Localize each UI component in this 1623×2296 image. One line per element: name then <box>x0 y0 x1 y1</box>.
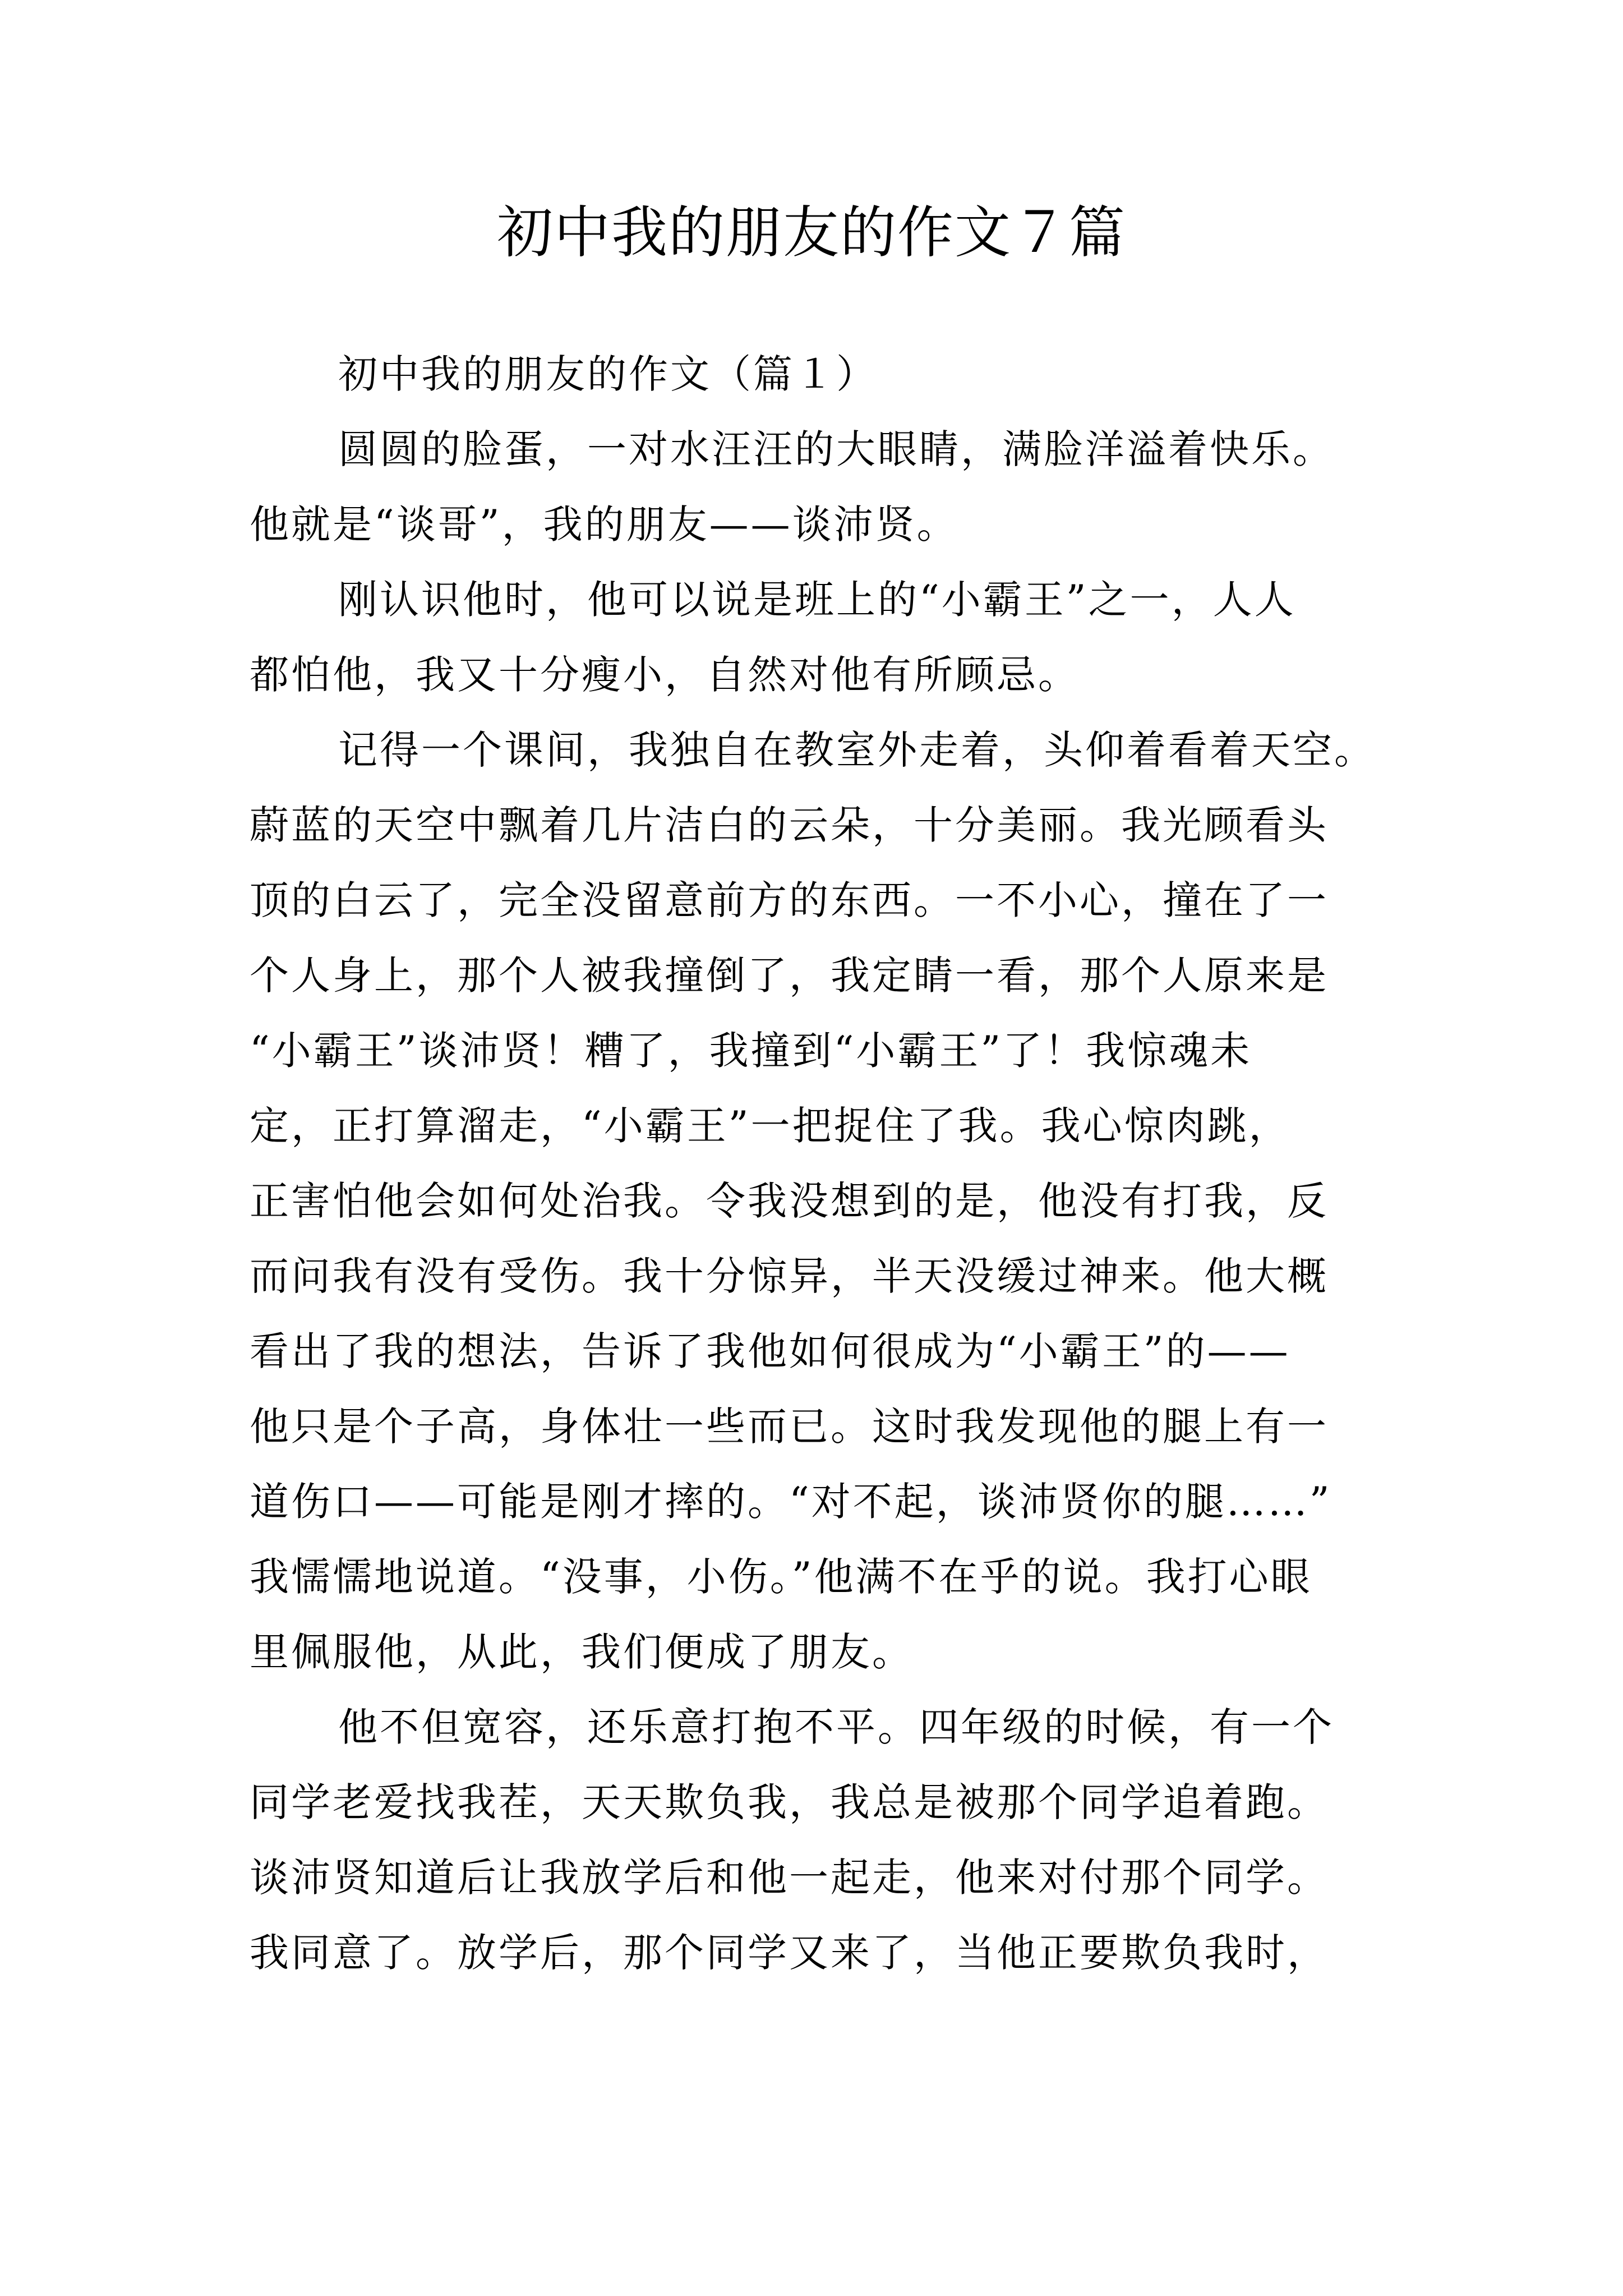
text-line: 圆圆的脸蛋，一对水汪汪的大眼睛，满脸洋溢着快乐。 <box>338 426 1334 472</box>
text-line: 看出了我的想法，告诉了我他如何很成为“小霸王”的—— <box>250 1328 1290 1374</box>
text-line: 都怕他，我又十分瘦小，自然对他有所顾忌。 <box>250 652 1080 698</box>
document-title: 初中我的朋友的作文７篇 <box>497 200 1126 265</box>
text-line: 刚认识他时，他可以说是班上的“小霸王”之一，人人 <box>338 577 1296 623</box>
text-line: 我懦懦地说道。“没事，小伤。”他满不在乎的说。我打心眼 <box>250 1554 1312 1600</box>
text-line: 谈沛贤知道后让我放学后和他一起走，他来对付那个同学。 <box>250 1855 1329 1901</box>
text-line: 个人身上，那个人被我撞倒了，我定睛一看，那个人原来是 <box>250 953 1329 999</box>
text-line: 他只是个子高，身体壮一些而已。这时我发现他的腿上有一 <box>250 1404 1329 1450</box>
text-line: 顶的白云了，完全没留意前方的东西。一不小心，撞在了一 <box>250 877 1329 923</box>
text-line: “小霸王”谈沛贤！糟了，我撞到“小霸王”了！我惊魂未 <box>250 1028 1252 1074</box>
text-line: 他不但宽容，还乐意打抱不平。四年级的时候，有一个 <box>338 1704 1334 1750</box>
text-line: 我同意了。放学后，那个同学又来了，当他正要欺负我时， <box>250 1930 1329 1976</box>
text-line: 蔚蓝的天空中飘着几片洁白的云朵，十分美丽。我光顾看头 <box>250 802 1329 848</box>
text-line: 正害怕他会如何处治我。令我没想到的是，他没有打我，反 <box>250 1178 1329 1224</box>
text-line: 里佩服他，从此，我们便成了朋友。 <box>250 1629 914 1675</box>
text-line: 初中我的朋友的作文（篇１） <box>338 351 878 397</box>
text-line: 同学老爱找我茬，天天欺负我，我总是被那个同学追着跑。 <box>250 1779 1329 1825</box>
text-line: 记得一个课间，我独自在教室外走着，头仰着看着天空。 <box>338 727 1376 773</box>
document-body <box>250 337 1388 1990</box>
text-line: 他就是“谈哥”，我的朋友——谈沛贤。 <box>250 501 958 547</box>
text-line: 而问我有没有受伤。我十分惊异，半天没缓过神来。他大概 <box>250 1253 1329 1299</box>
text-line: 定，正打算溜走，“小霸王”一把捉住了我。我心惊肉跳， <box>250 1103 1290 1149</box>
text-line: 道伤口——可能是刚才摔的。“对不起，谈沛贤你的腿……” <box>250 1479 1332 1525</box>
